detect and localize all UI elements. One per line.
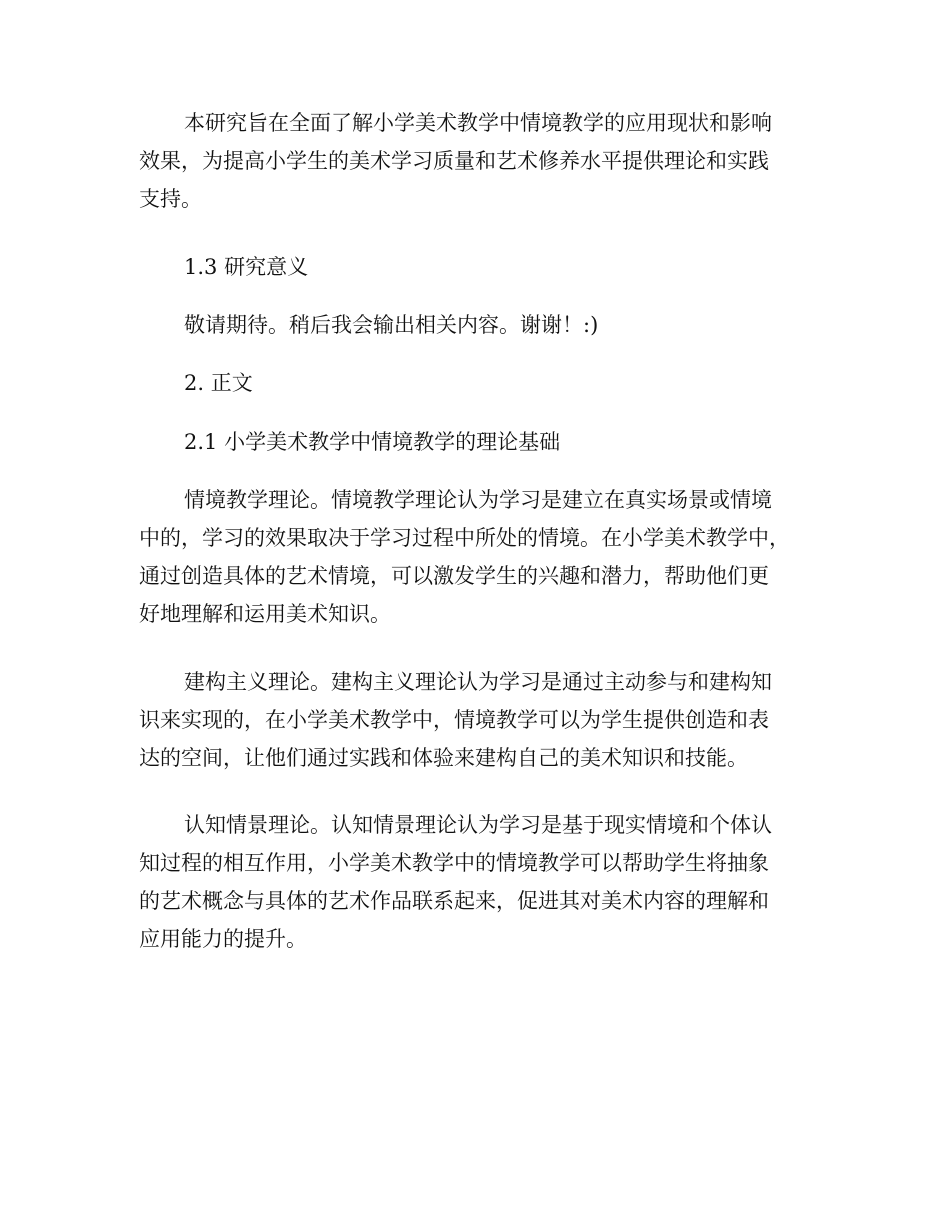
text-line: 知过程的相互作用，小学美术教学中的情境教学可以帮助学生将抽象 [139, 851, 769, 875]
text-line: 建构主义理论。建构主义理论认为学习是通过主动参与和建构知 [184, 670, 772, 694]
text-line: 通过创造具体的艺术情境，可以激发学生的兴趣和潜力，帮助他们更 [139, 564, 769, 588]
heading-text: 1.3 研究意义 [184, 255, 309, 279]
paragraph-constructivism [139, 663, 819, 777]
text-line: 达的空间，让他们通过实践和体验来建构自己的美术知识和技能。 [139, 746, 748, 770]
heading-text: 2.1 小学美术教学中情境教学的理论基础 [184, 430, 561, 454]
text-line: 中的，学习的效果取决于学习过程中所处的情境。在小学美术教学中， [139, 526, 790, 550]
text-line: 的艺术概念与具体的艺术作品联系起来，促进其对美术内容的理解和 [139, 889, 769, 913]
section-heading-1-3 [139, 248, 819, 286]
text-line: 敬请期待。稍后我会输出相关内容。谢谢！:) [184, 313, 599, 337]
text-line: 本研究旨在全面了解小学美术教学中情境教学的应用现状和影响 [184, 111, 772, 135]
section-heading-2 [139, 364, 819, 402]
text-line: 效果，为提高小学生的美术学习质量和艺术修养水平提供理论和实践 [139, 149, 769, 173]
text-line: 好地理解和运用美术知识。 [139, 602, 391, 626]
paragraph-intro [139, 104, 819, 218]
text-line: 认知情景理论。认知情景理论认为学习是基于现实情境和个体认 [184, 813, 772, 837]
heading-text: 2. 正文 [184, 371, 253, 395]
text-line: 应用能力的提升。 [139, 927, 307, 951]
paragraph-cognitive-situation [139, 806, 819, 958]
section-heading-2-1 [139, 423, 819, 461]
text-line: 情境教学理论。情境教学理论认为学习是建立在真实场景或情境 [184, 488, 772, 512]
text-line: 支持。 [139, 187, 202, 211]
text-line: 识来实现的，在小学美术教学中，情境教学可以为学生提供创造和表 [139, 708, 769, 732]
paragraph-situational-theory [139, 481, 819, 633]
paragraph-placeholder [139, 306, 819, 344]
